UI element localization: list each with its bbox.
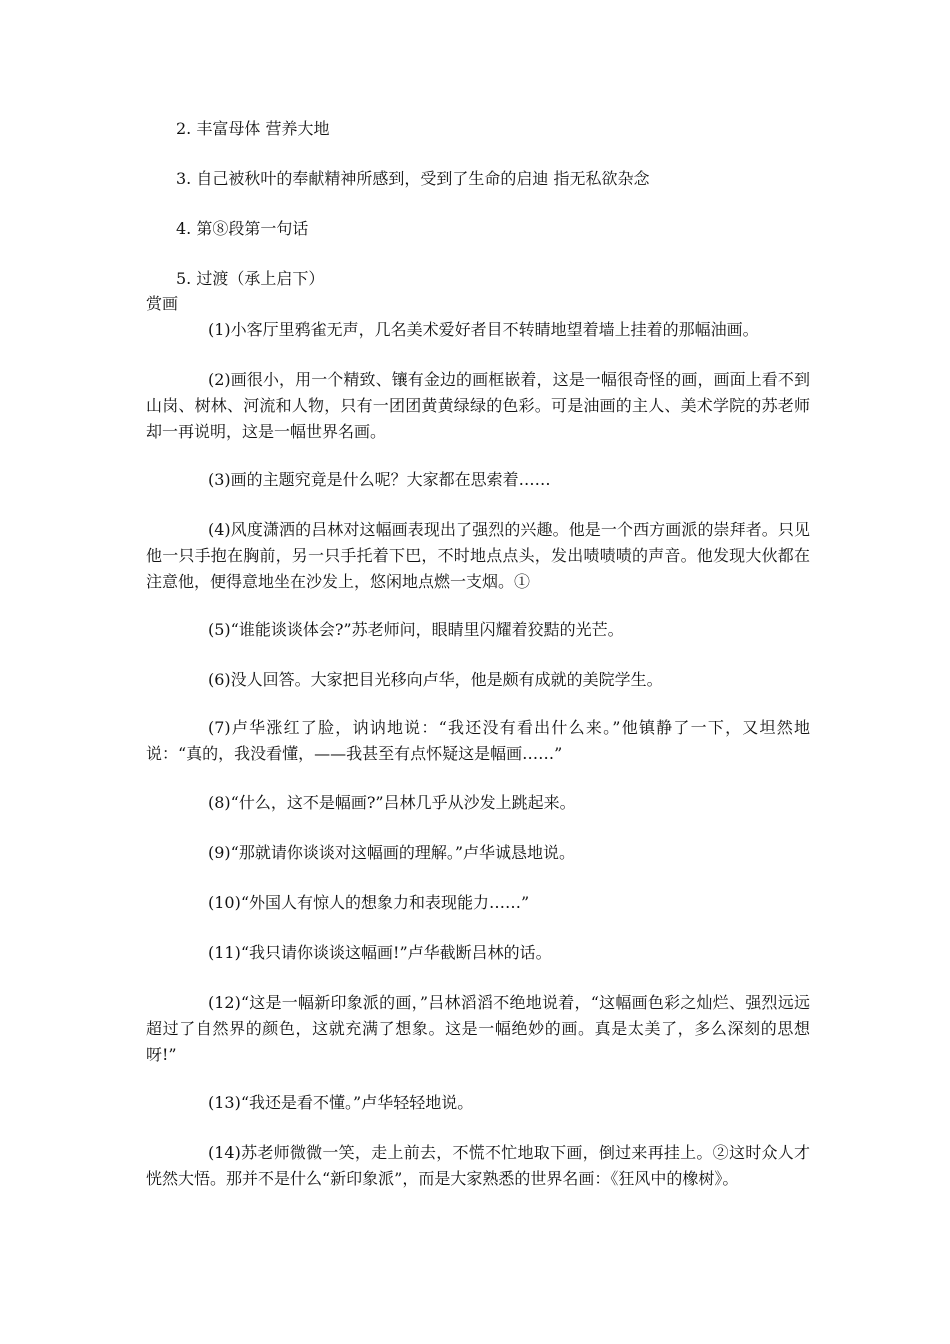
- paragraph-2: (2)画很小，用一个精致、镶有金边的画框嵌着，这是一幅很奇怪的画，画面上看不到山岗、树林、河流和人物，只有一团团黄黄绿绿的色彩。可是油画的主人、美术学院的苏老师却一再说明，这是一幅世界名画。: [146, 370, 810, 441]
- answer-3: 3. 自己被秋叶的奉献精神所感到，受到了生命的启迪 指无私欲杂念: [176, 169, 650, 188]
- paragraph-12: (12)“这是一幅新印象派的画，”吕林滔滔不绝地说着，“这幅画色彩之灿烂、强烈远远超过了自然界的颜色，这就充满了想象。这是一幅绝妙的画。真是太美了，多么深刻的思想呀!”: [146, 993, 810, 1064]
- paragraph-7: (7)卢华涨红了脸，讷讷地说：“我还没有看出什么来。”他镇静了一下，又坦然地说：“真的，我没看懂，——我甚至有点怀疑这是幅画……”: [146, 718, 810, 763]
- paragraph-4: (4)风度潇洒的吕林对这幅画表现出了强烈的兴趣。他是一个西方画派的崇拜者。只见他一只手抱在胸前，另一只手托着下巴，不时地点点头，发出啧啧啧的声音。他发现大伙都在注意他，便得意地坐在沙发上，悠闲地点燃一支烟。①: [146, 520, 810, 591]
- story-title: 赏画: [146, 294, 179, 313]
- paragraph-11: (11)“我只请你谈谈这幅画!”卢华截断吕林的话。: [208, 943, 552, 962]
- paragraph-5: (5)“谁能谈谈体会?”苏老师问，眼睛里闪耀着狡黠的光芒。: [208, 620, 624, 639]
- answer-4: 4. 第⑧段第一句话: [176, 219, 309, 238]
- paragraph-13: (13)“我还是看不懂。”卢华轻轻地说。: [208, 1093, 474, 1112]
- answer-5: 5. 过渡（承上启下）: [176, 269, 325, 288]
- paragraph-3: (3)画的主题究竟是什么呢？大家都在思索着……: [208, 470, 551, 489]
- paragraph-14: (14)苏老师微微一笑，走上前去，不慌不忙地取下画，倒过来再挂上。②这时众人才恍然大悟。那并不是什么“新印象派”，而是大家熟悉的世界名画：《狂风中的橡树》。: [146, 1143, 810, 1188]
- paragraph-8: (8)“什么，这不是幅画?”吕林几乎从沙发上跳起来。: [208, 793, 576, 812]
- paragraph-9: (9)“那就请你谈谈对这幅画的理解。”卢华诚恳地说。: [208, 843, 576, 862]
- paragraph-6: (6)没人回答。大家把目光移向卢华，他是颇有成就的美院学生。: [208, 670, 663, 689]
- answer-2: 2. 丰富母体 营养大地: [176, 119, 330, 138]
- paragraph-1: (1)小客厅里鸦雀无声，几名美术爱好者目不转睛地望着墙上挂着的那幅油画。: [208, 320, 759, 339]
- paragraph-10: (10)“外国人有惊人的想象力和表现能力……”: [208, 893, 530, 912]
